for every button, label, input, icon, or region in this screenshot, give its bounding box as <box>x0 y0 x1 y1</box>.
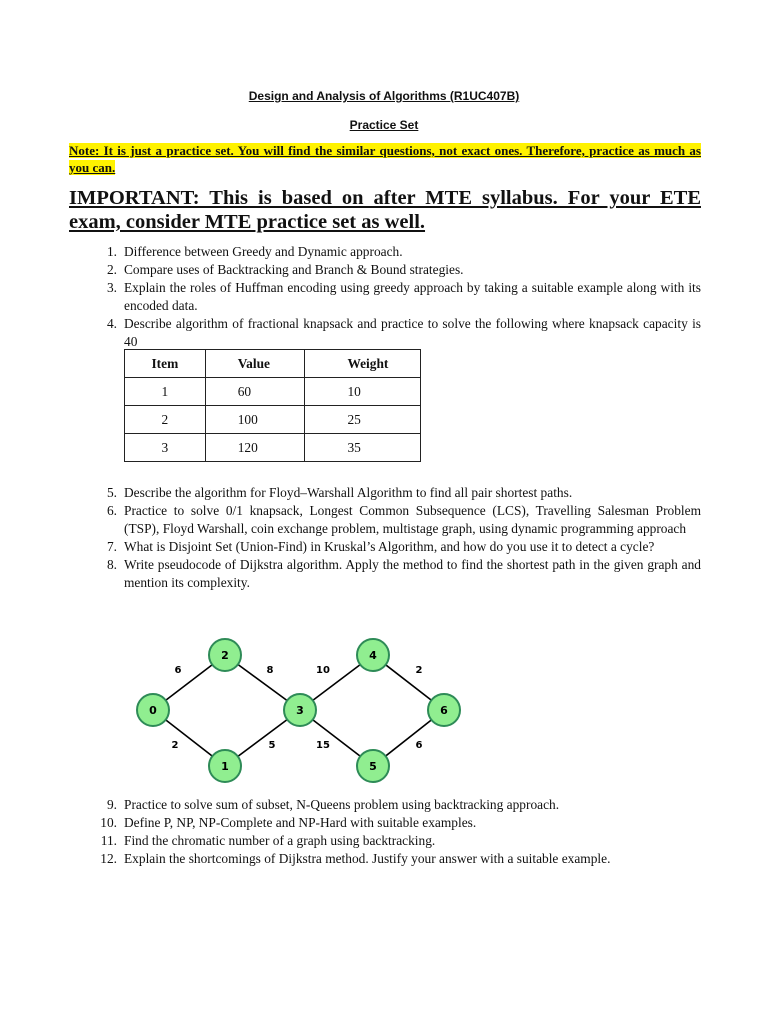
question-text: Explain the shortcomings of Dijkstra method. Justify your answer with a suitable example. <box>124 851 611 866</box>
question-text: Difference between Greedy and Dynamic approach. <box>124 244 403 259</box>
question-number: 5. <box>106 485 117 500</box>
question-text: Compare uses of Backtracking and Branch & Bound strategies. <box>124 262 464 277</box>
question-number: 8. <box>106 557 117 572</box>
question-text: Write pseudocode of Dijkstra algorithm. Apply the method to find the shortest path in the given graph and mention its complexity. <box>124 557 701 590</box>
graph-node-label: 5 <box>369 760 377 773</box>
question-list-part-3 <box>69 796 701 868</box>
graph-node-label: 3 <box>296 704 304 717</box>
column-header-weight: Weight <box>305 350 421 378</box>
edge-weight-label: 10 <box>316 665 330 676</box>
question-number: 7. <box>106 539 117 554</box>
edge-weight-label: 2 <box>171 740 179 751</box>
table-cell: 120 <box>205 434 305 462</box>
question-text: Describe the algorithm for Floyd–Warshall Algorithm to find all pair shortest paths. <box>124 485 573 500</box>
question-number: 1. <box>106 244 117 259</box>
table-cell: 10 <box>305 378 421 406</box>
question-text: Practice to solve 0/1 knapsack, Longest Common Subsequence (LCS), Travelling Salesman Problem (TSP), Floyd Warshall, coin exchange problem, multistage graph, using dynamic programming approach <box>124 503 701 536</box>
edge-weight-label: 8 <box>266 665 274 676</box>
question-item <box>69 796 701 814</box>
important-notice: IMPORTANT: This is based on after MTE syllabus. For your ETE exam, consider MTE practice set as well. <box>69 187 701 233</box>
question-text: Explain the roles of Huffman encoding using greedy approach by taking a suitable example along with its encoded data. <box>124 280 701 313</box>
question-number: 11. <box>100 833 117 848</box>
edge-weight-label: 6 <box>174 665 182 676</box>
table-cell: 35 <box>305 434 421 462</box>
table-cell: 60 <box>205 378 305 406</box>
edge-weight-label: 6 <box>415 740 423 751</box>
question-item <box>69 850 701 868</box>
column-header-value: Value <box>205 350 305 378</box>
question-number: 10. <box>100 815 117 830</box>
edge-weight-label: 2 <box>415 665 423 676</box>
table-cell: 100 <box>205 406 305 434</box>
highlighted-note-text: Note: It is just a practice set. You will find the similar questions, not exact ones. Therefore, practice as much as you can. <box>69 143 701 175</box>
graph-node-label: 1 <box>221 760 229 773</box>
question-number: 6. <box>106 503 117 518</box>
edge-weight-label: 15 <box>316 740 330 751</box>
question-number: 12. <box>100 851 117 866</box>
question-text: Describe algorithm of fractional knapsack and practice to solve the following where knapsack capacity is 40 <box>124 316 701 349</box>
question-number: 3. <box>106 280 117 295</box>
question-item <box>69 832 701 850</box>
question-text: Find the chromatic number of a graph using backtracking. <box>124 833 436 848</box>
question-text: Practice to solve sum of subset, N-Queens problem using backtracking approach. <box>124 797 560 812</box>
graph-node-label: 4 <box>369 649 377 662</box>
table-cell: 1 <box>125 378 206 406</box>
course-title: Design and Analysis of Algorithms (R1UC407B) <box>248 89 520 103</box>
table-cell: 2 <box>125 406 206 434</box>
edge-weight-label: 5 <box>268 740 276 751</box>
question-number: 2. <box>106 262 117 277</box>
column-header-item: Item <box>125 350 206 378</box>
graph-node-label: 0 <box>149 704 157 717</box>
question-text: Define P, NP, NP-Complete and NP-Hard with suitable examples. <box>124 815 477 830</box>
graph-node-label: 6 <box>440 704 448 717</box>
question-item <box>69 814 701 832</box>
question-text: What is Disjoint Set (Union-Find) in Kruskal’s Algorithm, and how do you use it to detect a cycle? <box>124 539 655 554</box>
table-cell: 3 <box>125 434 206 462</box>
graph-node-label: 2 <box>221 649 229 662</box>
question-number: 9. <box>106 797 117 812</box>
question-number: 4. <box>106 316 117 331</box>
table-cell: 25 <box>305 406 421 434</box>
practice-set-title: Practice Set <box>349 118 419 132</box>
